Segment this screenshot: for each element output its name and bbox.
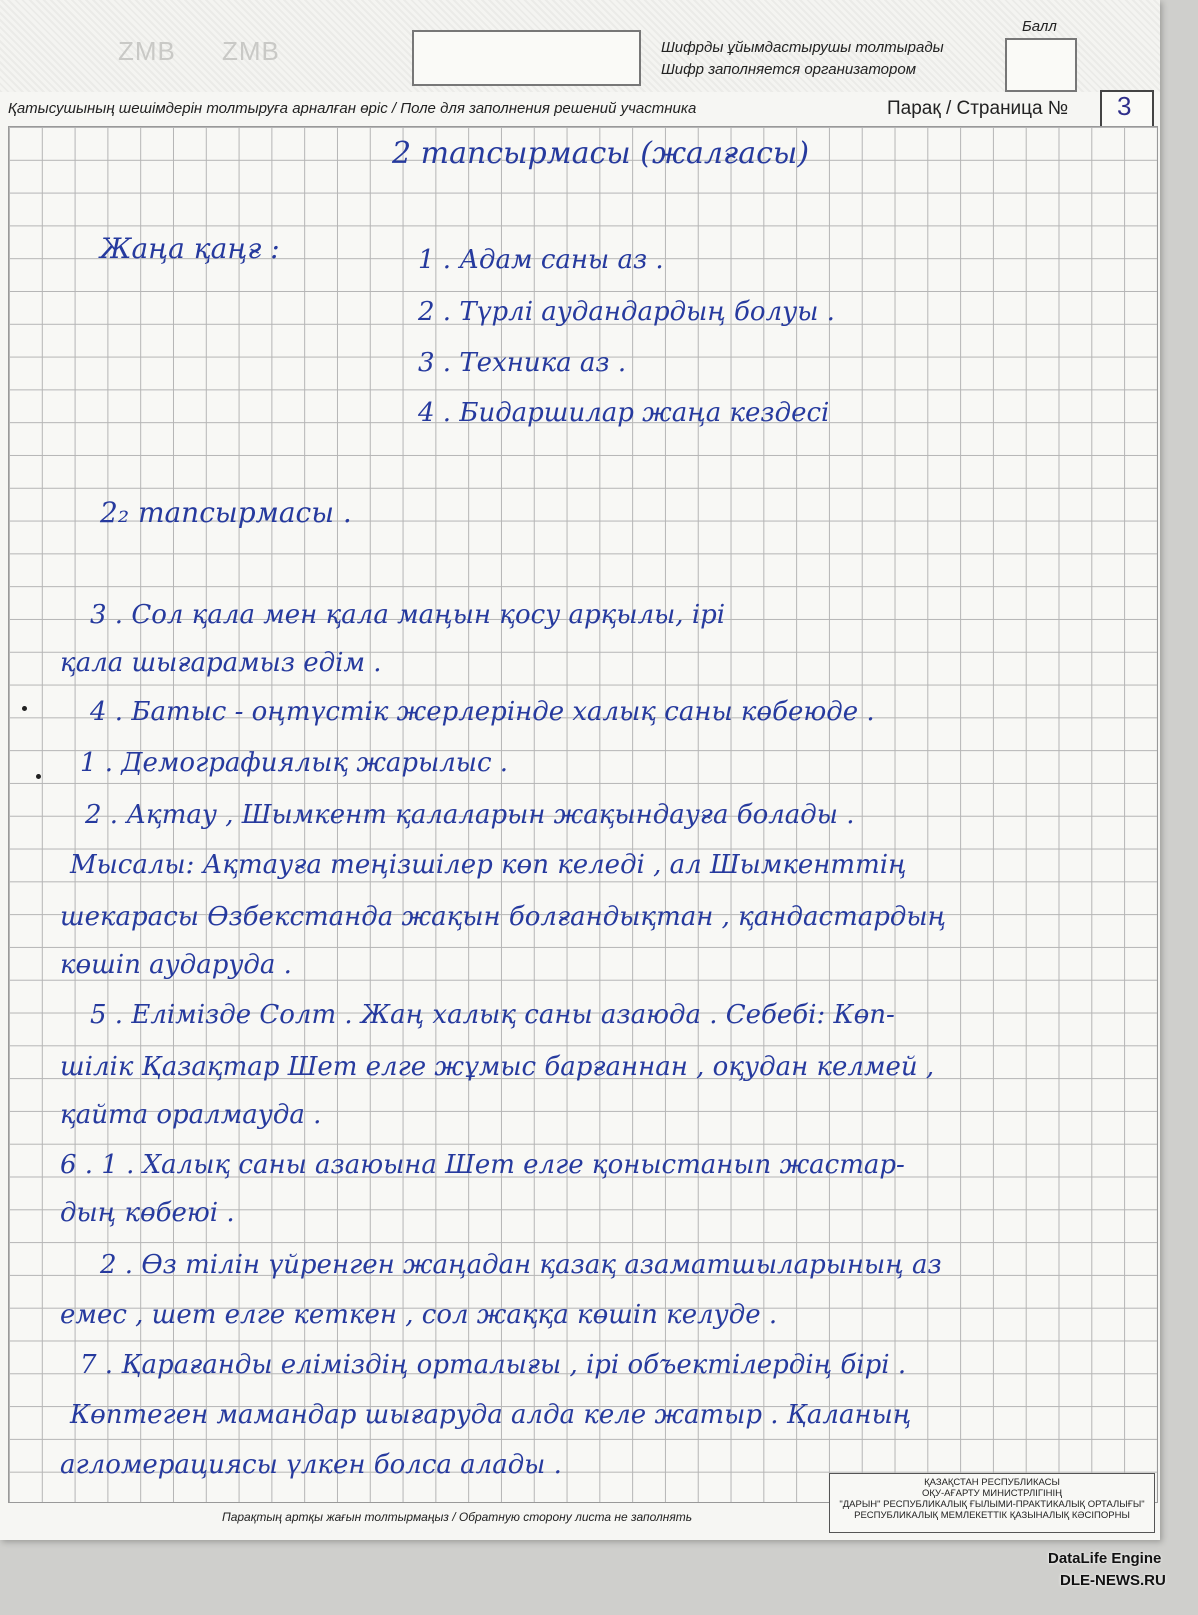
handwritten-item: 3 . Техника аз . (418, 348, 627, 378)
zmb-mark-right: ZMB (222, 36, 280, 66)
handwritten-line: Мысалы: Ақтауға теңізшілер көп келеді , ал Шымкенттің (70, 850, 907, 880)
field-label: Қатысушының шешімдерін толтыруға арналған өріс / Поле для заполнения решений участника (8, 100, 697, 117)
margin-dot (22, 706, 27, 711)
cipher-text-ru: Шифр заполняется организатором (661, 61, 916, 78)
handwritten-line: көшіп аударуда . (60, 950, 292, 980)
handwritten-line: 6 . 1 . Халық саны азаюына Шет елге қоныстанып жастар- (60, 1150, 905, 1180)
handwritten-line: 2 . Ақтау , Шымкент қалаларын жақындауға болады . (85, 800, 855, 830)
margin-dot (36, 774, 41, 779)
footer-note: Парақтың артқы жағын толтырмаңыз / Обратную сторону листа не заполнять (222, 1510, 693, 1524)
handwritten-item: 4 . Бидаршилар жаңа кездесі (418, 398, 830, 428)
handwritten-line: қайта оралмауда . (60, 1100, 322, 1130)
handwritten-title: 2 тапсырмасы (жалғасы) (392, 136, 810, 171)
handwritten-line: 5 . Елімізде Солт . Жаң халық саны азаюда . Себебі: Көп- (90, 1000, 895, 1030)
stamp-line: РЕСПУБЛИКАЛЫҚ МЕМЛЕКЕТТІК ҚАЗЫНАЛЫҚ КӘСІПОРНЫ (854, 1510, 1130, 1521)
stamp-line: ҚАЗАҚСТАН РЕСПУБЛИКАСЫ (924, 1477, 1060, 1488)
page-label: Парақ / Страница № (887, 98, 1069, 119)
handwritten-line: шекарасы Өзбекстанда жақын болғандықтан , қандастардың (60, 902, 947, 932)
handwritten-line: 4 . Батыс - оңтүстік жерлерінде халық саны көбеюде . (90, 697, 875, 727)
handwritten-line: дың көбеюі . (60, 1198, 235, 1228)
handwritten-section-heading: 2₂ тапсырмасы . (100, 496, 352, 529)
stamp-line: ОҚУ-АҒАРТУ МИНИСТРЛІГІНІҢ (922, 1488, 1062, 1499)
handwritten-line: 2 . Өз тілін үйренген жаңадан қазақ азаматшыларының аз (100, 1250, 942, 1280)
handwritten-line: 7 . Қарағанды еліміздің орталығы , ірі объектілердің бірі . (80, 1350, 907, 1380)
page-number: 3 (1117, 91, 1132, 121)
cipher-box (412, 30, 641, 86)
handwritten-line: агломерациясы үлкен болса алады . (60, 1450, 562, 1480)
handwritten-question-label: Жаңа қаңғ : (100, 232, 280, 265)
watermark-line-2: DLE-NEWS.RU (1060, 1572, 1166, 1589)
score-box (1005, 38, 1077, 92)
organization-stamp (829, 1473, 1155, 1533)
handwritten-line: Көптеген мамандар шығаруда алда келе жатыр . Қаланың (70, 1400, 912, 1430)
score-label: Балл (1022, 18, 1057, 35)
handwritten-item: 2 . Түрлі аудандардың болуы . (418, 297, 835, 327)
cipher-instructions (661, 37, 944, 81)
watermark-line-1: DataLife Engine (1048, 1550, 1162, 1567)
handwritten-line: 3 . Сол қала мен қала маңын қосу арқылы, ірі (90, 600, 726, 630)
handwritten-line: қала шығарамыз едім . (60, 648, 382, 678)
cipher-text-kz: Шифрды ұйымдастырушы толтырады (661, 39, 944, 56)
handwritten-line: 1 . Демографиялық жарылыс . (80, 748, 509, 778)
handwritten-item: 1 . Адам саны аз . (418, 245, 664, 275)
zmb-mark-left: ZMB (118, 36, 176, 66)
stamp-line: "ДАРЫН" РЕСПУБЛИКАЛЫҚ ҒЫЛЫМИ-ПРАКТИКАЛЫҚ ОРТАЛЫҒЫ" (839, 1499, 1145, 1510)
handwritten-line: емес , шет елге кеткен , сол жаққа көшіп келуде . (60, 1300, 778, 1330)
handwritten-line: шілік Қазақтар Шет елге жұмыс барғаннан , оқудан келмей , (60, 1052, 935, 1082)
